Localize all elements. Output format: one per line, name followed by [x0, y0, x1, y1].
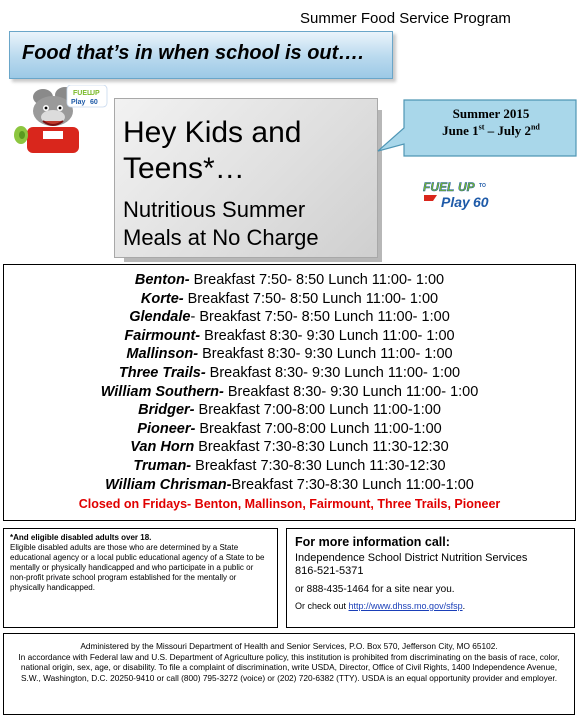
hero-line-3: Nutritious Summer — [123, 197, 306, 222]
location-hours: Breakfast 7:00-8:00 Lunch 11:00-1:00 — [195, 420, 442, 437]
schedule-row — [4, 383, 575, 402]
location-hours: Breakfast 7:00-8:00 Lunch 11:00-1:00 — [194, 402, 441, 419]
location-name: Fairmount- — [124, 327, 201, 344]
hero-line-2: Teens*… — [123, 152, 245, 185]
hero-sign — [114, 98, 378, 258]
schedule-row — [4, 438, 575, 457]
banner — [9, 31, 393, 79]
contact-alt-phone: or 888-435-1464 for a site near you. — [295, 584, 455, 595]
start-date-suffix: st — [478, 122, 485, 132]
location-name: Mallinson- — [126, 346, 199, 363]
location-name: Benton- — [134, 272, 190, 288]
location-name: Truman- — [133, 457, 192, 474]
location-hours: - Breakfast 7:50- 8:50 Lunch 11:00- 1:00 — [190, 309, 450, 326]
location-hours: Breakfast 7:50- 8:50 Lunch 11:00- 1:00 — [183, 290, 439, 307]
schedule-row — [4, 401, 575, 420]
location-hours: Breakfast 8:30- 9:30 Lunch 11:00- 1:00 — [205, 364, 461, 381]
schedule-row — [4, 290, 575, 309]
schedule-row — [4, 457, 575, 476]
schedule-list — [4, 271, 575, 513]
fuel-up-to-play-60-logo — [421, 177, 501, 211]
location-hours: Breakfast 8:30- 9:30 Lunch 11:00- 1:00 — [198, 346, 453, 363]
closed-notice: Closed on Fridays- Benton, Mallinson, Fairmount, Three Trails, Pioneer — [78, 497, 501, 512]
contact-box — [286, 528, 575, 628]
location-name: Bridger- — [138, 402, 195, 419]
website-suffix: . — [462, 601, 466, 611]
logo-to: TO — [479, 183, 486, 189]
hero-line-1: Hey Kids and — [123, 116, 302, 149]
callout-season: Summer 2015 — [452, 106, 530, 121]
hero-line-4: Meals at No Charge — [123, 225, 319, 250]
location-name: Korte- — [140, 290, 184, 307]
location-name: Three Trails- — [118, 364, 206, 381]
schedule-row — [4, 327, 575, 346]
banner-text: Food that’s in when school is out…. — [22, 42, 364, 64]
eligibility-body: Eligible disabled adults are those who are determined by a State educational agency or a local public educational agency of a State to be mentally or physically handicapped and who participate in a public or non-profit private school program established for the mentally or physically handicapped. — [10, 543, 265, 592]
footer-notice — [3, 633, 575, 715]
logo-up: UP — [458, 180, 475, 194]
mascot-logo-fuel: FUEL — [73, 90, 92, 97]
website-prefix: Or check out — [295, 601, 349, 611]
location-name: Glendale — [129, 309, 191, 326]
mascot-logo-up: UP — [90, 90, 100, 97]
eligibility-heading: *And eligible disabled adults over 18. — [10, 533, 152, 542]
contact-phone: 816-521-5371 — [295, 565, 364, 577]
mascot-illustration — [13, 85, 108, 155]
footer-administered: Administered by the Missouri Department of Health and Senior Services, P.O. Box 570, Jefferson City, MO 65102. — [80, 641, 498, 651]
mascot-logo-play: Play — [71, 99, 86, 106]
date-dash: – — [484, 123, 498, 138]
mascot-logo-sixty: 60 — [90, 99, 98, 106]
location-hours: Breakfast 7:50- 8:50 Lunch 11:00- 1:00 — [189, 272, 445, 288]
contact-organization: Independence School District Nutrition Services — [295, 552, 528, 564]
schedule-row — [4, 476, 575, 495]
eligibility-note — [3, 528, 278, 628]
schedule-row — [4, 420, 575, 439]
logo-fuel: FUEL — [423, 180, 455, 194]
location-hours: Breakfast 7:30-8:30 Lunch 11:30-12:30 — [191, 457, 446, 474]
location-hours: Breakfast 7:30-8:30 Lunch 11:30-12:30 — [194, 439, 449, 456]
schedule-box — [3, 264, 576, 521]
location-hours: Breakfast 8:30- 9:30 Lunch 11:00- 1:00 — [223, 383, 479, 400]
location-hours: Breakfast 7:30-8:30 Lunch 11:00-1:00 — [231, 476, 474, 493]
contact-website — [295, 600, 566, 612]
location-name: William Chrisman- — [105, 476, 232, 493]
location-name: Van Horn — [130, 439, 195, 456]
location-hours: Breakfast 8:30- 9:30 Lunch 11:00- 1:00 — [200, 327, 455, 344]
logo-play: Play — [441, 194, 470, 210]
end-date: July 2 — [497, 123, 531, 138]
logo-sixty: 60 — [473, 194, 489, 210]
end-date-suffix: nd — [530, 122, 540, 132]
website-link[interactable]: http://www.dhss.mo.gov/sfsp — [348, 601, 463, 611]
callout-dates — [405, 122, 577, 139]
callout-text — [405, 105, 577, 139]
schedule-row — [4, 364, 575, 383]
footer-nondiscrimination: In accordance with Federal law and U.S. Department of Agriculture policy, this institution is prohibited from discriminating on the basis of race, color, national origin, sex, age, or disability. To file a complaint of discrimination, write USDA, Director, Office of Civil Rights, 1400 Independence Avenue, S.W., Washington, D.C. 20250-9410 or call (800) 795-3272 (voice) or (202) 720-6382 (TTY). USDA is an equal opportunity provider and employer. — [18, 651, 560, 683]
schedule-row — [4, 345, 575, 364]
start-date: June 1 — [442, 123, 479, 138]
program-title: Summer Food Service Program — [300, 10, 511, 27]
schedule-row — [4, 271, 575, 290]
schedule-row — [4, 308, 575, 327]
location-name: William Southern- — [100, 383, 224, 400]
contact-heading: For more information call: — [295, 535, 450, 549]
location-name: Pioneer- — [137, 420, 196, 437]
